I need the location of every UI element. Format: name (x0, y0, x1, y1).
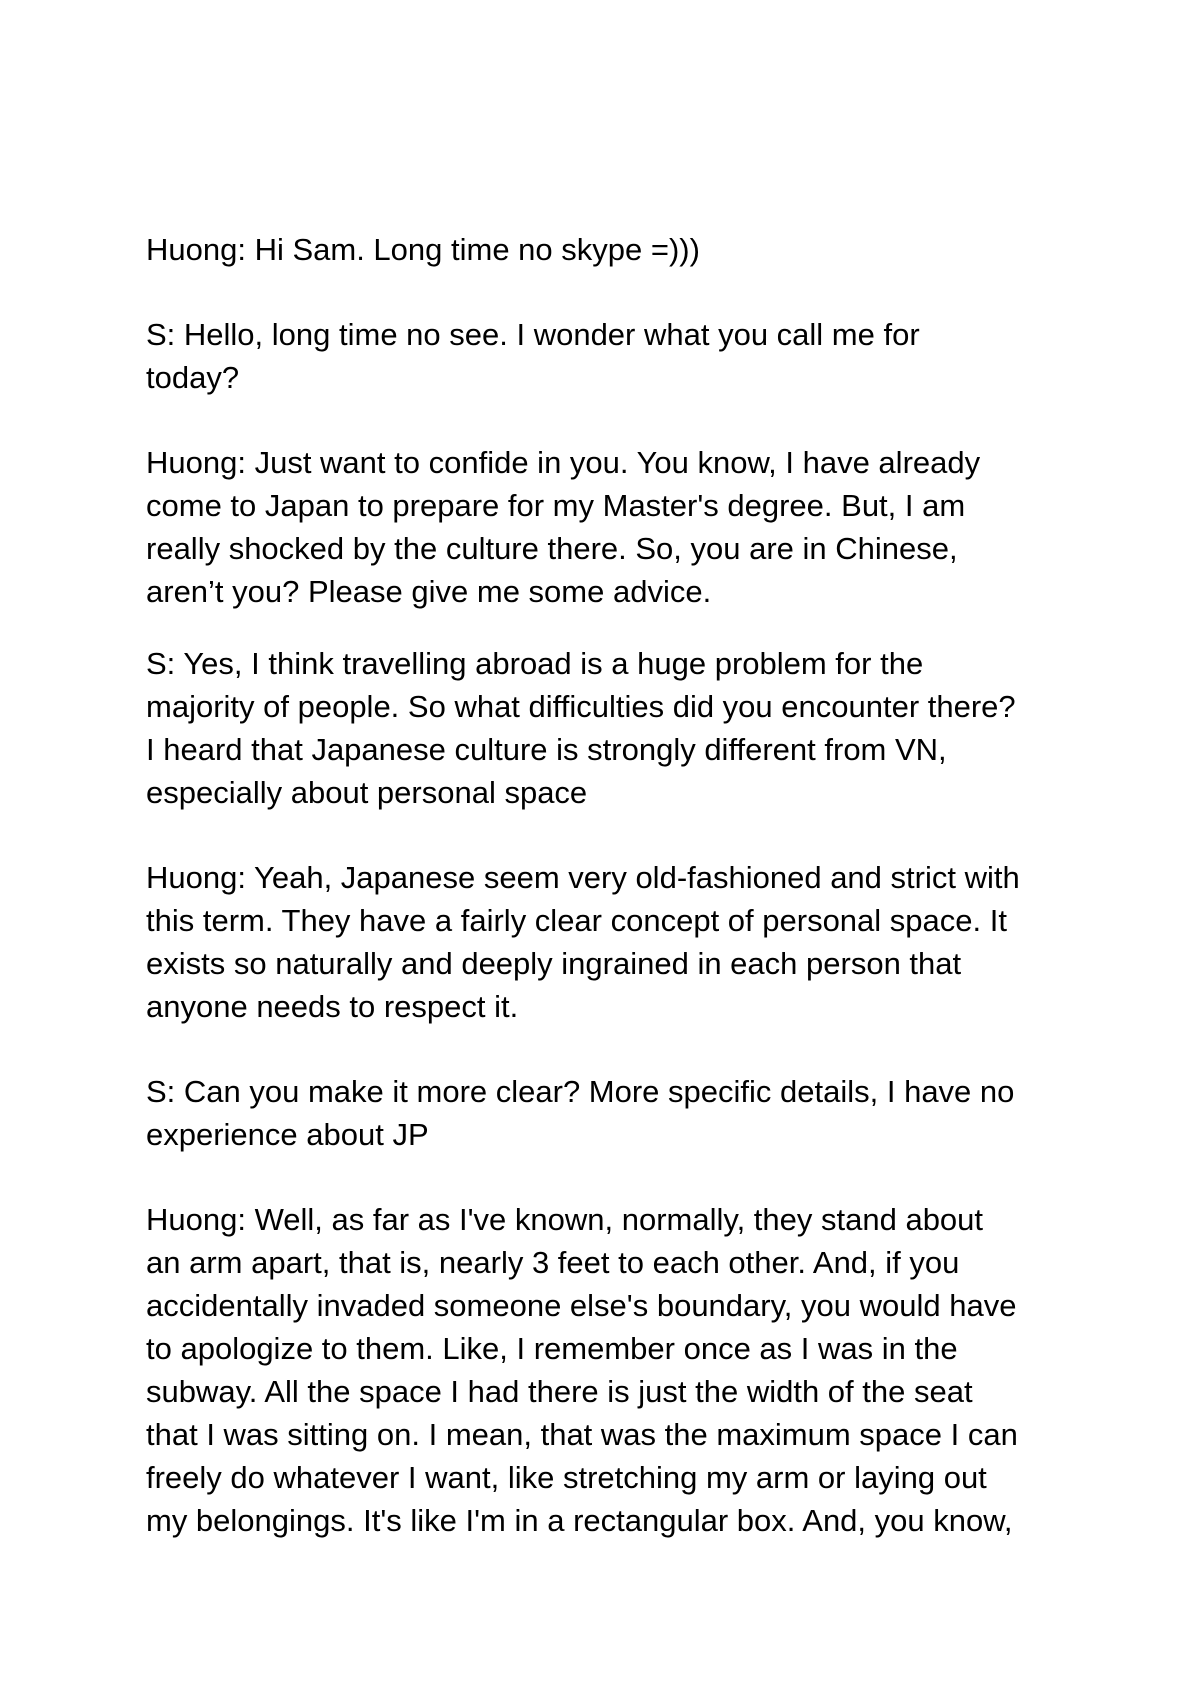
text-line: especially about personal space (146, 775, 588, 810)
text-line: Huong: Yeah, Japanese seem very old-fashioned and strict with (146, 860, 1020, 895)
dialogue-paragraph (146, 441, 1076, 613)
text-line: exists so naturally and deeply ingrained in each person that (146, 946, 962, 981)
dialogue-paragraph (146, 313, 1076, 399)
text-line: Huong: Just want to confide in you. You know, I have already (146, 445, 981, 480)
text-line: to apologize to them. Like, I remember once as I was in the (146, 1331, 958, 1366)
dialogue-paragraph (146, 856, 1076, 1028)
text-line: S: Hello, long time no see. I wonder what you call me for (146, 317, 920, 352)
text-line: accidentally invaded someone else's boundary, you would have (146, 1288, 1017, 1323)
text-line: I heard that Japanese culture is strongly different from VN, (146, 732, 947, 767)
text-line: that I was sitting on. I mean, that was the maximum space I can (146, 1417, 1018, 1452)
text-line: majority of people. So what difficulties did you encounter there? (146, 689, 1016, 724)
text-line: freely do whatever I want, like stretching my arm or laying out (146, 1460, 987, 1495)
dialogue-paragraph (146, 642, 1076, 814)
dialogue-paragraph (146, 1070, 1076, 1156)
text-line: S: Can you make it more clear? More specific details, I have no (146, 1074, 1015, 1109)
dialogue-text (146, 228, 1076, 1542)
dialogue-paragraph (146, 228, 1076, 271)
text-line: Huong: Hi Sam. Long time no skype =))) (146, 232, 700, 267)
text-line: my belongings. It's like I'm in a rectangular box. And, you know, (146, 1503, 1013, 1538)
text-line: subway. All the space I had there is just the width of the seat (146, 1374, 973, 1409)
text-line: come to Japan to prepare for my Master's degree. But, I am (146, 488, 966, 523)
text-line: today? (146, 360, 240, 395)
text-line: anyone needs to respect it. (146, 989, 519, 1024)
text-line: Huong: Well, as far as I've known, normally, they stand about (146, 1202, 984, 1237)
text-line: experience about JP (146, 1117, 429, 1152)
text-line: aren’t you? Please give me some advice. (146, 574, 712, 609)
text-line: really shocked by the culture there. So, you are in Chinese, (146, 531, 958, 566)
text-line: an arm apart, that is, nearly 3 feet to each other. And, if you (146, 1245, 960, 1280)
text-line: S: Yes, I think travelling abroad is a huge problem for the (146, 646, 924, 681)
text-line: this term. They have a fairly clear concept of personal space. It (146, 903, 1007, 938)
dialogue-paragraph (146, 1198, 1076, 1542)
